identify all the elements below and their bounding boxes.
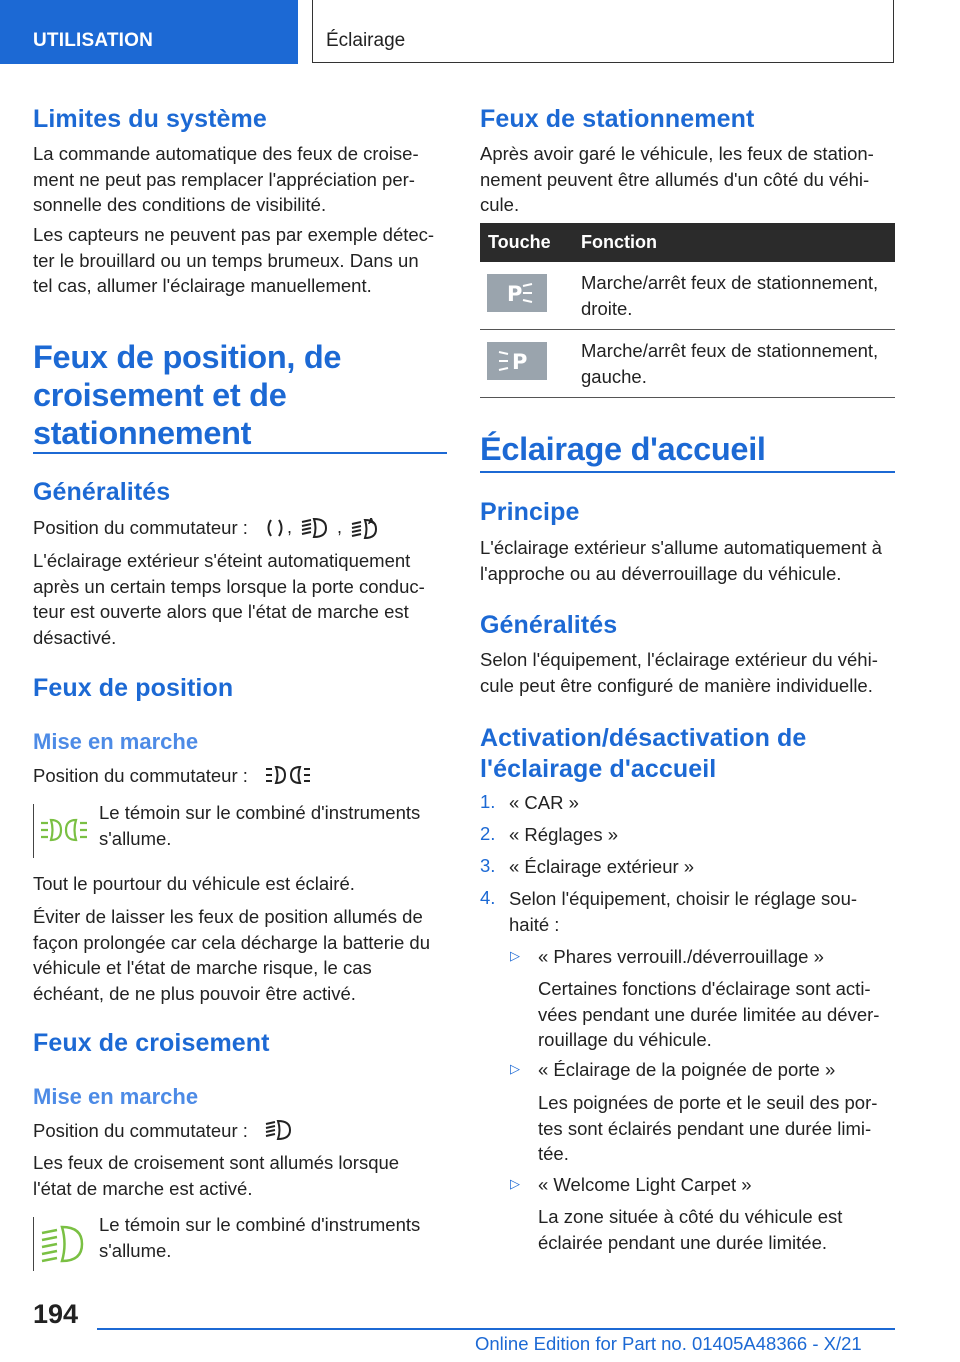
mise-en-marche-title-2: Mise en marche — [33, 1084, 199, 1109]
bullet-triangle-icon: ▷ — [510, 948, 520, 963]
stationnement-title: Feux de stationnement — [480, 105, 755, 133]
generalites-title-left: Généralités — [33, 478, 171, 506]
table-row — [480, 330, 895, 398]
generalites-title-right: Généralités — [480, 611, 618, 639]
step-number: 4. — [480, 887, 496, 908]
mise-en-marche-title-1: Mise en marche — [33, 729, 199, 754]
svg-text:A: A — [368, 517, 375, 526]
parking-keys-table — [480, 223, 895, 398]
auto-light-icon — [350, 515, 380, 540]
activation-title: Activation/désactivation de l'éclairage d'accueil — [480, 724, 807, 783]
table-header-touche: Touche — [480, 223, 573, 262]
table-header-row — [480, 223, 895, 262]
parking-light-indicator-icon — [40, 817, 88, 845]
option-description: La zone située à côté du véhicule est éclairée pendant une durée limitée. — [538, 1206, 843, 1253]
step-number: 3. — [480, 855, 496, 876]
table-row — [480, 262, 895, 330]
step-number: 1. — [480, 791, 496, 812]
indicator-box-low-beam — [33, 1217, 88, 1271]
generalites-paragraph-right: Selon l'équipement, l'éclairage extérieur du véhi- cule peut être configuré de manière individuelle. — [480, 649, 878, 696]
option-label: « Phares verrouill./déverrouillage » — [538, 946, 824, 967]
footer-edition: Online Edition for Part no. 01405A48366 - X/21 — [475, 1333, 862, 1354]
generalites-paragraph-left: L'éclairage extérieur s'éteint automatiquement après un certain temps lorsque la porte conduc- teur est ouverte alors que l'état de marche est désactivé. — [33, 550, 425, 648]
step-text: « Éclairage extérieur » — [509, 856, 695, 877]
step-text: Selon l'équipement, choisir le réglage sou- haité : — [509, 888, 858, 935]
header-topic-label: Éclairage — [326, 30, 406, 51]
switch-position-line-2: Position du commutateur : — [33, 765, 248, 786]
light-off-icon — [265, 517, 285, 539]
croisement-paragraph: Les feux de croisement sont allumés lorsque l'état de marche est activé. — [33, 1152, 400, 1199]
feux-position-title: Feux de position — [33, 674, 234, 702]
header-topic-box — [312, 0, 894, 63]
limites-paragraph-2: Les capteurs ne peuvent pas par exemple détec- ter le brouillard ou un temps brumeux. Dans un tel cas, allumer l'éclairage manuellement. — [33, 224, 435, 296]
feux-croisement-title: Feux de croisement — [33, 1029, 270, 1057]
header-section-tab — [0, 0, 298, 64]
switch-position-line-3: Position du commutateur : — [33, 1120, 248, 1141]
option-label: « Welcome Light Carpet » — [538, 1174, 752, 1195]
table-cell-function: Marche/arrêt feux de stationnement, gauche. — [581, 340, 879, 387]
section-divider-right — [480, 471, 895, 473]
step-text: « CAR » — [509, 792, 579, 813]
temoin-text-2: Le témoin sur le combiné d'instruments s'allume. — [99, 1214, 421, 1261]
indicator-box-parking — [33, 804, 88, 858]
low-beam-switch-icon — [300, 516, 330, 540]
parking-left-key-image — [487, 342, 547, 380]
main-section-title: Feux de position, de croisement et de stationnement — [33, 339, 342, 451]
parking-right-key-image — [487, 274, 547, 312]
page-number: 194 — [33, 1299, 79, 1329]
principe-paragraph: L'éclairage extérieur s'allume automatiquement à l'approche ou au déverrouillage du véhicule. — [480, 537, 882, 584]
option-description: Les poignées de porte et le seuil des por- tes sont éclairés pendant une durée limi- tée. — [538, 1092, 878, 1164]
switch-position-line-1: Position du commutateur : — [33, 517, 248, 538]
eviter-paragraph: Éviter de laisser les feux de position allumés de façon prolongée car cela décharge la batterie du véhicule et l'état de marche risque, le cas échéant, de ne plus pouvoir être activé. — [33, 906, 430, 1004]
table-cell-function: Marche/arrêt feux de stationnement, droite. — [581, 272, 879, 319]
parking-light-switch-icon — [264, 764, 312, 786]
stationnement-paragraph: Après avoir garé le véhicule, les feux de station- nement peuvent être allumés d'un côté du véhi- cule. — [480, 143, 874, 215]
header-section-label: UTILISATION — [33, 30, 154, 51]
limites-paragraph-1: La commande automatique des feux de croise- ment ne peut pas remplacer l'appréciation per- sonnelle des conditions de visibilité. — [33, 143, 419, 215]
low-beam-indicator-icon — [40, 1223, 86, 1265]
step-text: « Réglages » — [509, 824, 619, 845]
temoin-text-1: Le témoin sur le combiné d'instruments s'allume. — [99, 802, 421, 849]
step-number: 2. — [480, 823, 496, 844]
pourtour-text: Tout le pourtour du véhicule est éclairé. — [33, 873, 355, 894]
option-label: « Éclairage de la poignée de porte » — [538, 1059, 836, 1080]
low-beam-switch-icon-2 — [264, 1118, 294, 1142]
limites-title: Limites du système — [33, 105, 267, 133]
section-divider — [33, 452, 447, 454]
parking-left-icon — [487, 342, 547, 380]
option-description: Certaines fonctions d'éclairage sont acti- vées pendant une durée limitée au déver- rouillage du véhicule. — [538, 978, 880, 1050]
principe-title: Principe — [480, 498, 580, 526]
accueil-title: Éclairage d'accueil — [480, 431, 766, 467]
svg-text:P: P — [512, 350, 528, 374]
bullet-triangle-icon: ▷ — [510, 1061, 520, 1076]
footer-divider — [97, 1328, 895, 1330]
table-header-fonction: Fonction — [573, 223, 895, 262]
bullet-triangle-icon: ▷ — [510, 1176, 520, 1191]
parking-right-icon — [487, 274, 547, 312]
svg-text:P: P — [507, 282, 523, 306]
